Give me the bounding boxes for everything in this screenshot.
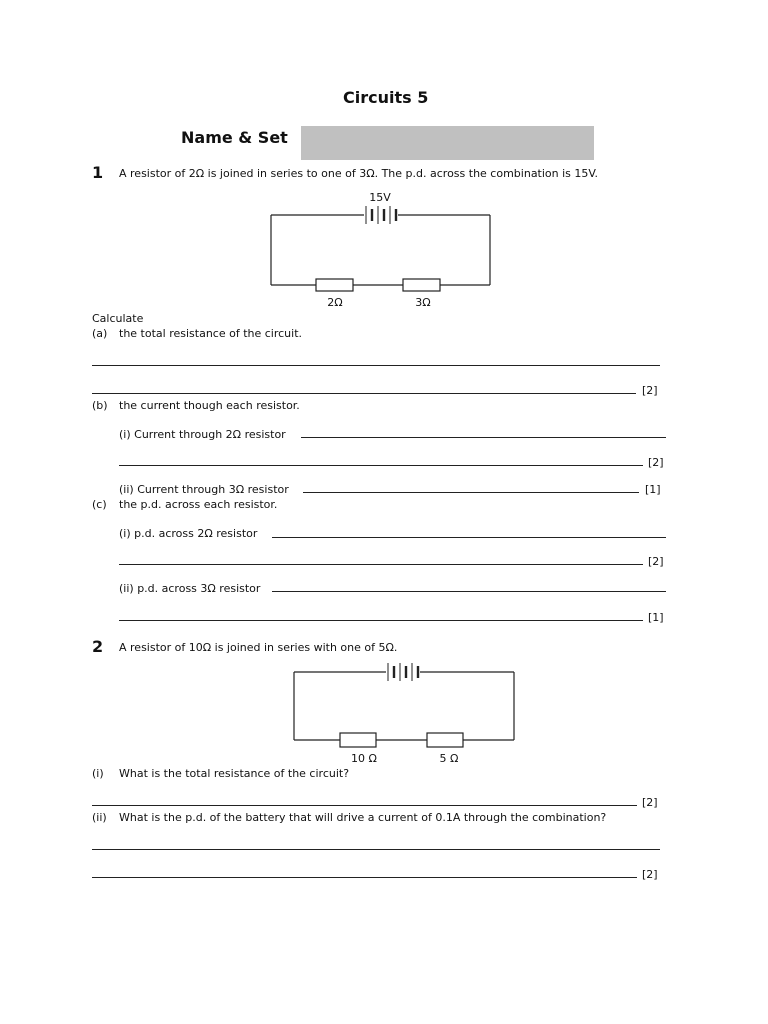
part-ii-label: (ii) [92, 811, 107, 824]
resistor-2ohm-label: 2Ω [327, 296, 343, 309]
marks: [2] [648, 456, 664, 469]
part-a-text: the total resistance of the circuit. [119, 327, 303, 340]
circuit-2-wires [294, 672, 514, 740]
marks: [2] [648, 555, 664, 568]
part-ii-text: What is the p.d. of the battery that will drive a current of 0.1A through the combination? [119, 811, 607, 824]
answer-line[interactable] [92, 849, 660, 850]
answer-line[interactable] [92, 877, 637, 878]
marks: [2] [642, 384, 658, 397]
resistor-5ohm [427, 733, 463, 747]
name-set-label: Name & Set [181, 128, 288, 147]
question-2-number: 2 [92, 637, 104, 656]
resistor-3ohm-label: 3Ω [415, 296, 431, 309]
marks: [2] [642, 796, 658, 809]
page-title: Circuits 5 [343, 88, 429, 107]
question-1-number: 1 [92, 163, 104, 182]
part-b-label: (b) [92, 399, 108, 412]
part-c-ii-text: (ii) p.d. across 3Ω resistor [119, 582, 261, 595]
part-b-text: the current though each resistor. [119, 399, 300, 412]
resistor-5ohm-label: 5 Ω [439, 752, 459, 765]
part-b-ii-text: (ii) Current through 3Ω resistor [119, 483, 289, 496]
resistor-10ohm-label: 10 Ω [351, 752, 377, 765]
question-1-text: A resistor of 2Ω is joined in series to one of 3Ω. The p.d. across the combination is 15V. [119, 167, 599, 180]
battery-label: 15V [369, 191, 391, 204]
marks: [1] [645, 483, 661, 496]
part-c-i-text: (i) p.d. across 2Ω resistor [119, 527, 258, 540]
part-i-text: What is the total resistance of the circuit? [119, 767, 350, 780]
resistor-10ohm [340, 733, 376, 747]
part-a-label: (a) [92, 327, 108, 340]
part-i-label: (i) [92, 767, 104, 780]
marks: [2] [642, 868, 658, 881]
calculate-label: Calculate [92, 312, 144, 325]
question-2-text: A resistor of 10Ω is joined in series with one of 5Ω. [119, 641, 398, 654]
marks: [1] [648, 611, 664, 624]
answer-line[interactable] [92, 805, 637, 806]
part-c-label: (c) [92, 498, 107, 511]
battery-icon [388, 663, 418, 681]
part-c-text: the p.d. across each resistor. [119, 498, 278, 511]
part-b-i-text: (i) Current through 2Ω resistor [119, 428, 286, 441]
